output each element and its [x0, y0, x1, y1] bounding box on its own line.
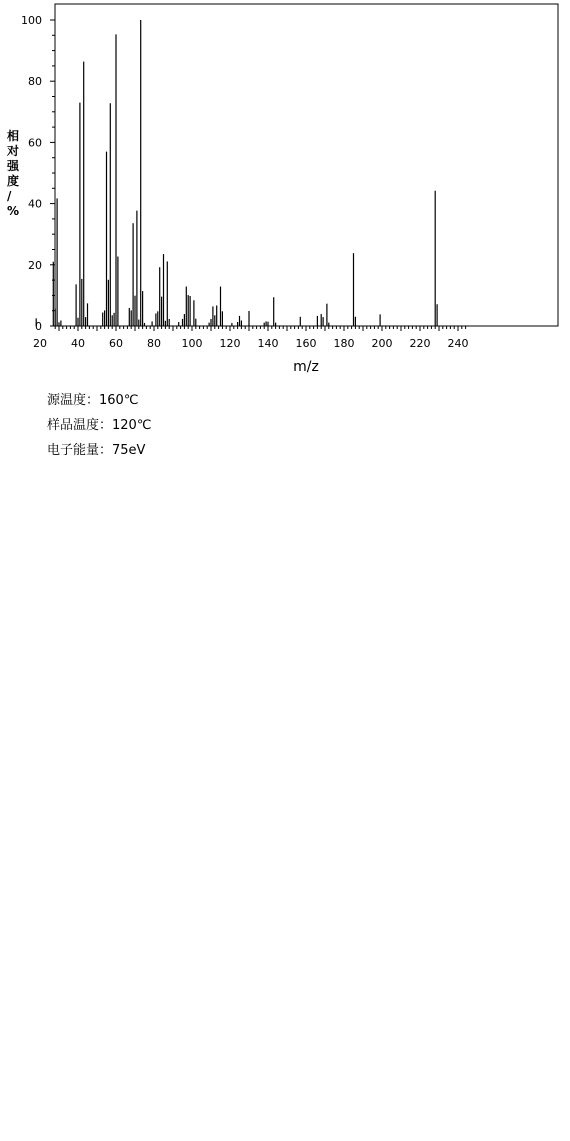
condition-row	[47, 389, 138, 408]
x-tick-label: 120	[219, 337, 241, 350]
y-axis-label-char: 对	[7, 144, 20, 158]
y-tick-label: 100	[21, 14, 42, 27]
condition-label: 源温度：	[47, 393, 100, 408]
y-tick-label: 20	[28, 258, 42, 272]
x-tick-label: 220	[409, 337, 431, 350]
x-tick-label: 40	[71, 337, 85, 350]
condition-row	[47, 439, 145, 458]
x-tick-label: 160	[295, 337, 317, 350]
condition-row	[47, 414, 151, 433]
y-tick-label: 0	[35, 320, 42, 333]
x-tick-label: 60	[109, 337, 123, 350]
spectrum-bars	[36, 20, 437, 326]
x-tick-label: 240	[447, 337, 469, 350]
y-axis-label	[6, 128, 20, 218]
x-tick-label: 100	[181, 337, 203, 350]
x-axis-ticks	[33, 326, 469, 350]
y-tick-label: 80	[28, 75, 42, 89]
y-axis-label-char: 强	[7, 159, 20, 173]
condition-value: 160℃	[99, 393, 139, 408]
x-tick-label: 80	[147, 337, 161, 350]
plot-frame	[55, 4, 558, 326]
mass-spectrum-chart	[0, 0, 570, 380]
condition-value: 75eV	[112, 443, 146, 458]
y-tick-label: 60	[28, 136, 42, 150]
x-tick-label: 140	[257, 337, 279, 350]
y-axis-ticks	[21, 14, 55, 333]
y-tick-label: 40	[28, 197, 42, 211]
condition-value: 120℃	[112, 418, 152, 433]
x-tick-label: 200	[371, 337, 393, 350]
y-axis-label-char: 度	[7, 174, 20, 188]
condition-label: 样品温度：	[47, 418, 113, 433]
x-tick-label: 180	[333, 337, 355, 350]
x-tick-label: 20	[33, 337, 47, 350]
y-axis-label-char: %	[7, 204, 20, 218]
condition-label: 电子能量：	[47, 443, 113, 458]
y-axis-label-char: /	[7, 189, 12, 203]
y-axis-label-char: 相	[7, 129, 20, 143]
x-axis-label: m/z	[293, 359, 319, 375]
